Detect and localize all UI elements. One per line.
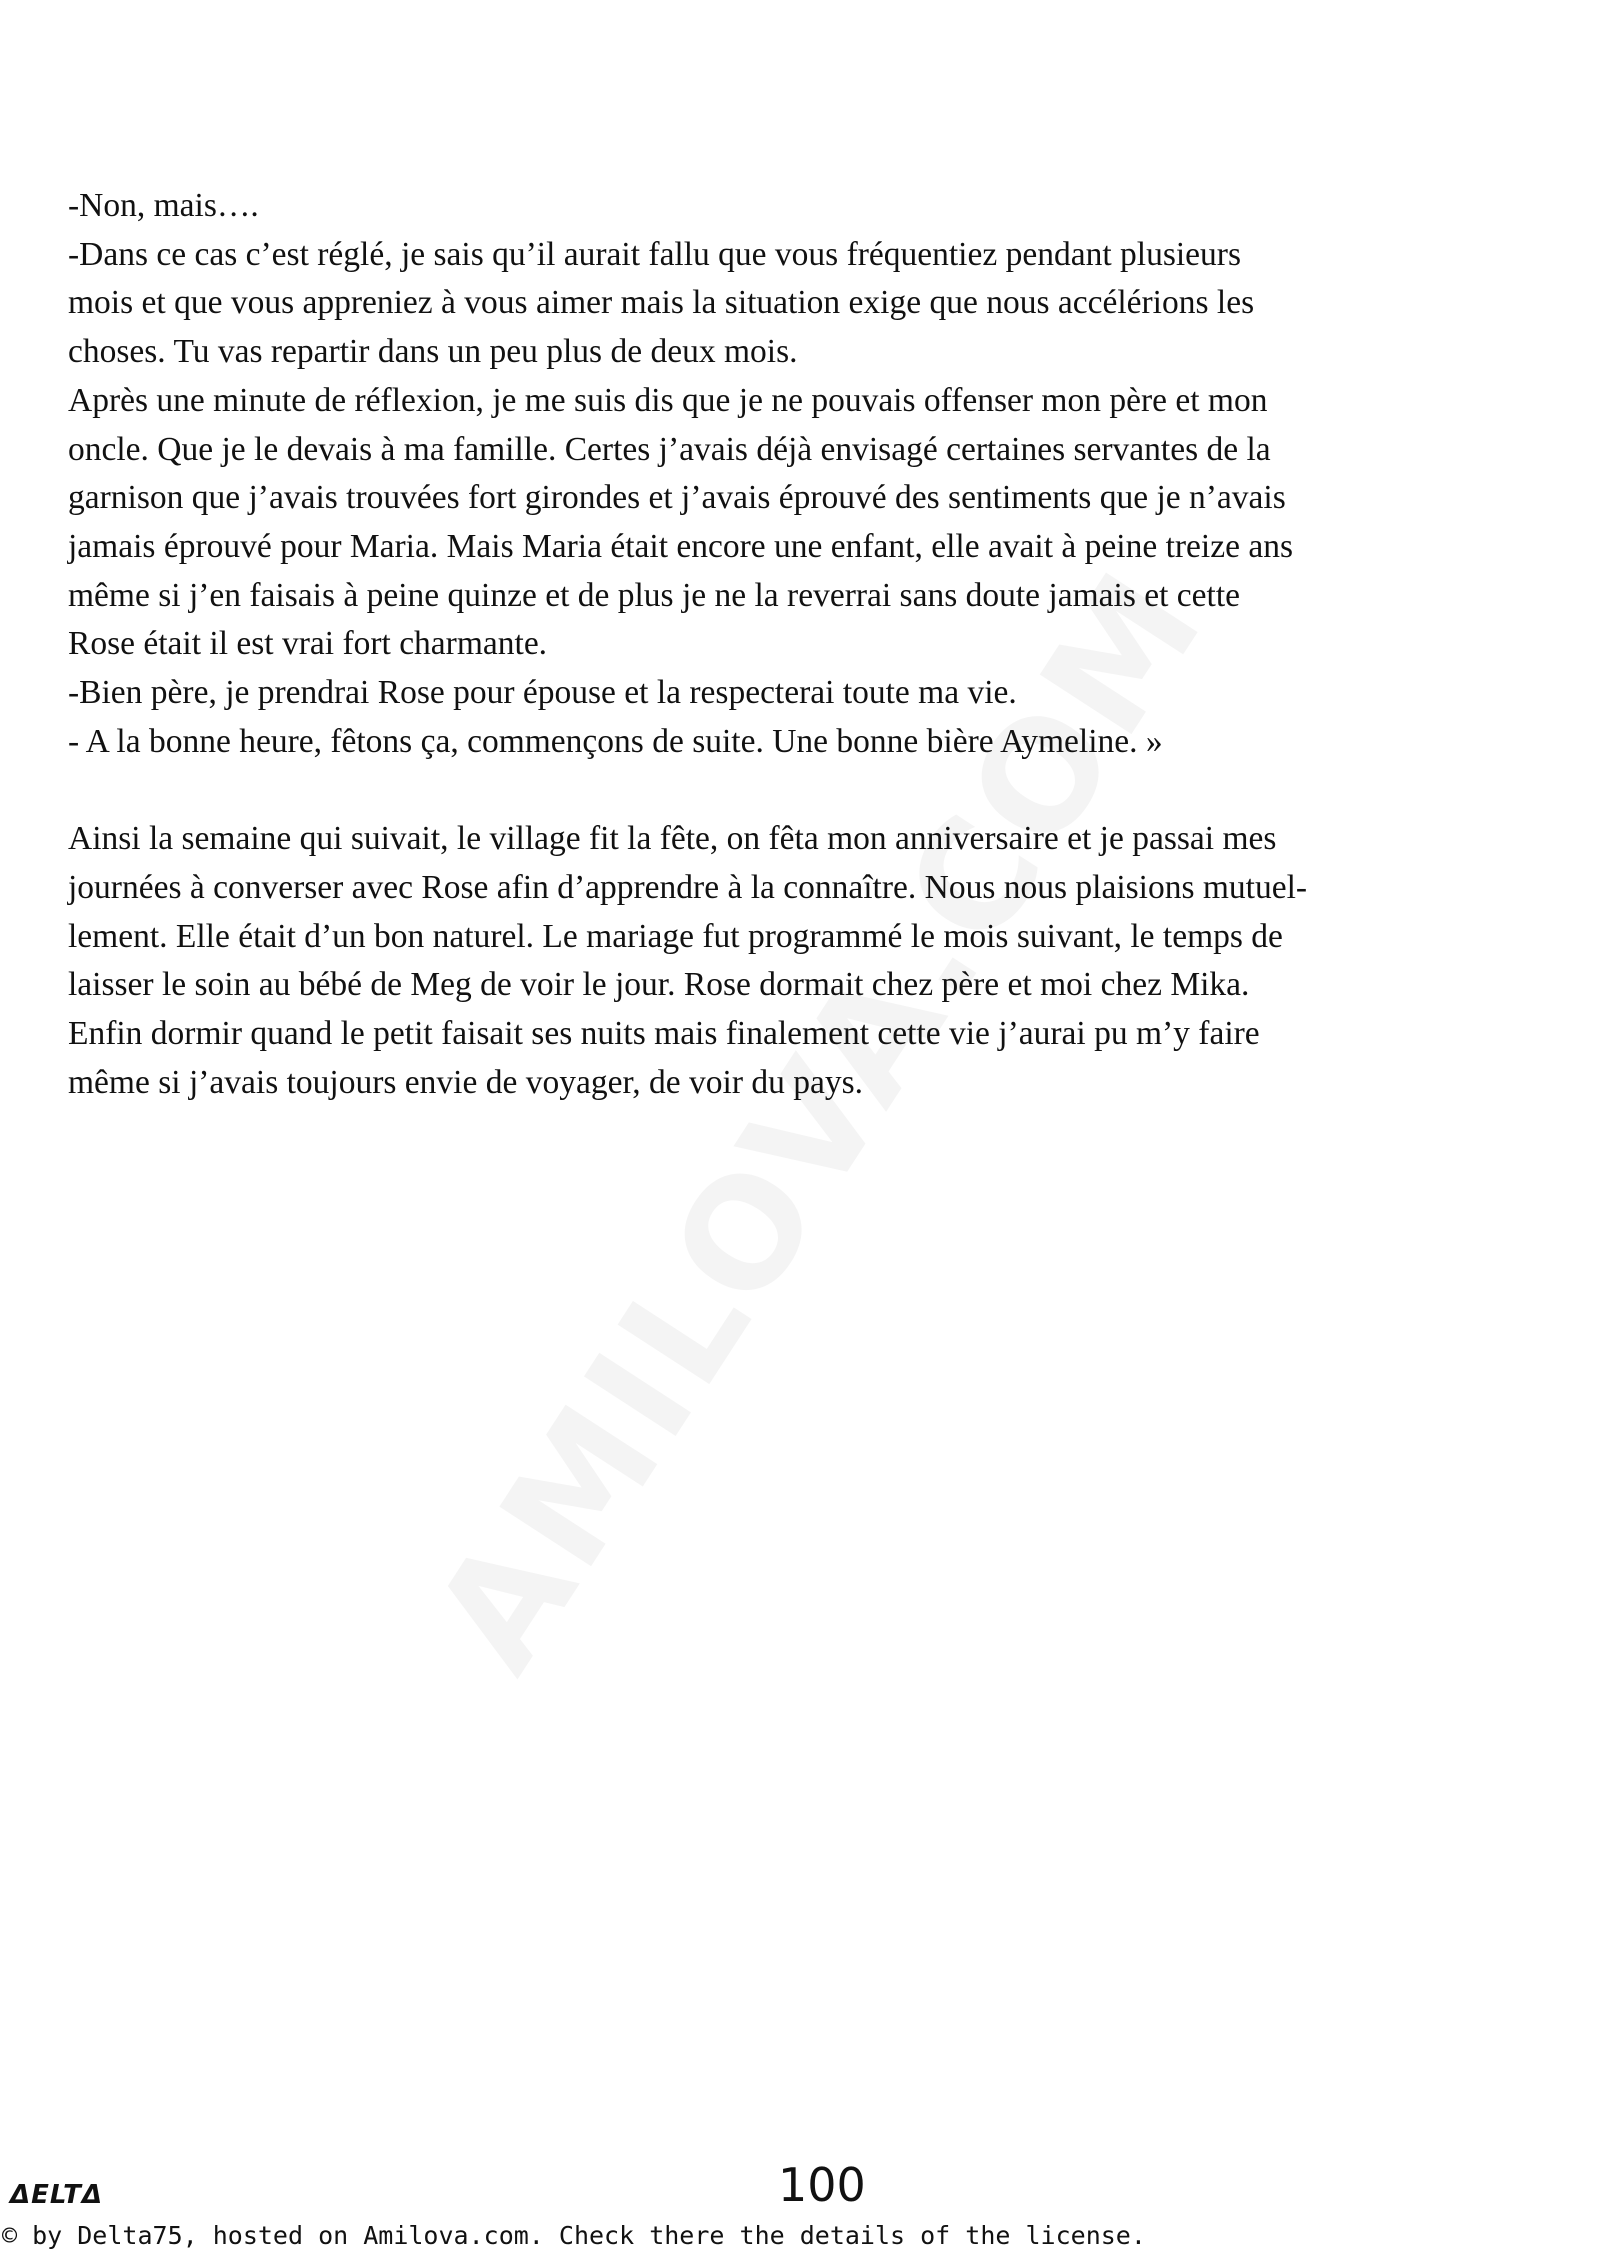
text-line: même si j’en faisais à peine quinze et de plus je ne la reverrai sans doute jamais et cette	[68, 576, 1241, 614]
text-line: -Non, mais….	[68, 187, 259, 224]
text-line: oncle. Que je le devais à ma famille. Certes j’avais déjà envisagé certaines servantes de la	[68, 430, 1271, 468]
text-line: choses. Tu vas repartir dans un peu plus de deux mois.	[68, 333, 798, 371]
text-line: mois et que vous appreniez à vous aimer mais la situation exige que nous accélérions les	[68, 284, 1255, 322]
text-line: Après une minute de réflexion, je me suis dis que je ne pouvais offenser mon père et mon	[68, 381, 1268, 419]
text-line: laisser le soin au bébé de Meg de voir le jour. Rose dormait chez père et moi chez Mika.	[68, 966, 1250, 1004]
paragraph-break	[68, 766, 1568, 815]
text-line: -Bien père, je prendrai Rose pour épouse et la respecterai toute ma vie.	[68, 674, 1017, 712]
text-line: même si j’avais toujours envie de voyager, de voir du pays.	[68, 1063, 864, 1101]
text-line: lement. Elle était d’un bon naturel. Le mariage fut programmé le mois suivant, le temps de	[68, 917, 1283, 955]
text-line: Rose était il est vrai fort charmante.	[68, 625, 548, 663]
delta-logo: ΔELTΔ	[10, 2180, 104, 2210]
text-line: Ainsi la semaine qui suivait, le village fit la fête, on fêta mon anniversaire et je passai mes	[68, 820, 1277, 858]
text-line: Enfin dormir quand le petit faisait ses nuits mais finalement cette vie j’aurai pu m’y faire	[68, 1014, 1260, 1052]
text-line: journées à converser avec Rose afin d’apprendre à la connaître. Nous nous plaisions mutuel-	[68, 868, 1308, 906]
page-number: 100	[778, 2158, 866, 2212]
license-notice: © by Delta75, hosted on Amilova.com. Check there the details of the license.	[2, 2221, 1146, 2250]
text-line: -Dans ce cas c’est réglé, je sais qu’il aurait fallu que vous fréquentiez pendant plusieurs	[68, 235, 1241, 273]
text-line: garnison que j’avais trouvées fort girondes et j’avais éprouvé des sentiments que je n’avais	[68, 479, 1286, 517]
text-line: - A la bonne heure, fêtons ça, commençons de suite. Une bonne bière Aymeline. »	[68, 722, 1163, 760]
page-text	[68, 182, 1568, 1107]
text-line: jamais éprouvé pour Maria. Mais Maria était encore une enfant, elle avait à peine treize ans	[68, 527, 1293, 565]
